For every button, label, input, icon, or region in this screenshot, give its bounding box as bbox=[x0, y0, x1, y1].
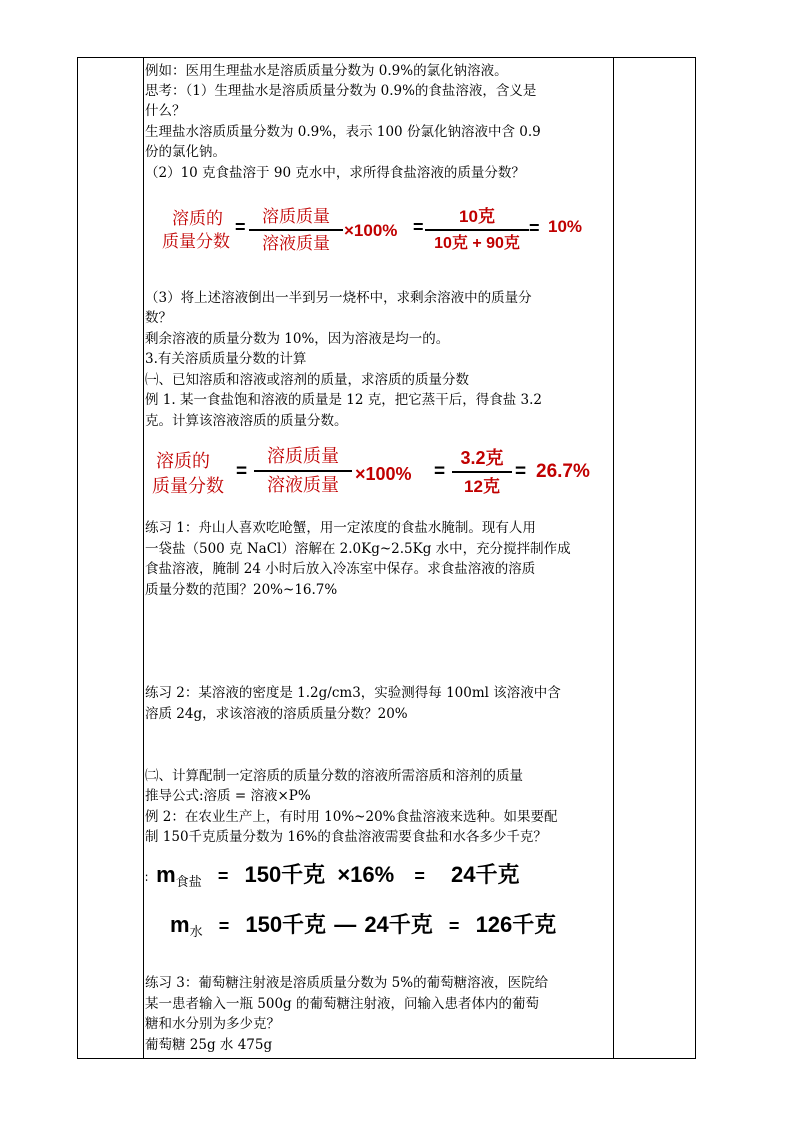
text-line: ㈠、已知溶质和溶液或溶剂的质量，求溶质的质量分数 bbox=[145, 372, 469, 388]
prefix-mark: ∶ bbox=[145, 871, 149, 885]
fraction-2 bbox=[425, 205, 529, 257]
text-line: 份的氯化钠。 bbox=[145, 144, 226, 160]
equals-sign: = bbox=[236, 461, 248, 482]
text-line: 练习 2：某溶液的密度是 1.2g/cm3，实验测得每 100ml 该溶液中含 bbox=[145, 685, 561, 701]
formula-3 bbox=[145, 860, 519, 893]
result: 26.7% bbox=[536, 461, 590, 482]
text-line: 练习 1：舟山人喜欢吃呛蟹，用一定浓度的食盐水腌制。现有人用 bbox=[145, 520, 536, 536]
numerator: 溶质质量 bbox=[267, 446, 339, 467]
column-divider-right bbox=[613, 57, 614, 1059]
value: 150千克 bbox=[244, 862, 326, 887]
text-line: 一袋盐（500 克 NaCl）溶解在 2.0Kg~2.5Kg 水中，充分搅拌制作成 bbox=[145, 541, 571, 557]
column-divider-left bbox=[143, 57, 144, 1059]
result: 24千克 bbox=[450, 862, 520, 887]
text-line: ㈡、计算配制一定溶质的质量分数的溶液所需溶质和溶剂的质量 bbox=[145, 768, 523, 784]
text-line: 例 1. 某一食盐饱和溶液的质量是 12 克，把它蒸干后，得食盐 3.2 bbox=[145, 392, 542, 408]
text-line: 生理盐水溶质质量分数为 0.9%，表示 100 份氯化钠溶液中含 0.9 bbox=[145, 124, 541, 140]
equals-sign: = bbox=[448, 916, 460, 936]
formula-label-bottom: 质量分数 bbox=[162, 232, 230, 252]
result: 126千克 bbox=[475, 912, 557, 937]
numerator: 10克 bbox=[459, 207, 495, 226]
value: 150千克 bbox=[245, 912, 327, 937]
fraction-1 bbox=[254, 443, 352, 500]
formula-label-top: 溶质的 bbox=[156, 451, 210, 472]
text-line: 质量分数的范围？20%~16.7% bbox=[145, 582, 338, 598]
numerator: 溶质质量 bbox=[262, 207, 330, 227]
text-line: 葡萄糖 25g 水 475g bbox=[145, 1037, 273, 1053]
mass-symbol: m bbox=[170, 912, 190, 937]
text-line: 例如：医用生理盐水是溶质质量分数为 0.9%的氯化钠溶液。 bbox=[145, 63, 508, 79]
equals-sign: = bbox=[515, 461, 527, 482]
times-100: ×100% bbox=[355, 464, 412, 484]
text-line: 什么？ bbox=[145, 103, 186, 119]
denominator: 溶液质量 bbox=[262, 234, 330, 254]
equals-sign: = bbox=[413, 217, 424, 237]
times-100: ×100% bbox=[344, 221, 398, 240]
text-line: 例 2：在农业生产上，有时用 10%~20%食盐溶液来选种。如果要配 bbox=[145, 809, 558, 825]
denominator: 溶液质量 bbox=[267, 475, 339, 496]
text-line: 推导公式:溶质 = 溶液×P% bbox=[145, 788, 311, 804]
value: 24千克 bbox=[364, 912, 433, 937]
text-line: （2）10 克食盐溶于 90 克水中，求所得食盐溶液的质量分数？ bbox=[145, 165, 525, 181]
text-line: 某一患者输入一瓶 500g 的葡萄糖注射液，问输入患者体内的葡萄 bbox=[145, 996, 539, 1012]
text-line: 3.有关溶质质量分数的计算 bbox=[145, 351, 307, 367]
equals-sign: = bbox=[218, 916, 230, 936]
text-line: 糖和水分别为多少克？ bbox=[145, 1016, 280, 1032]
text-line: 溶质 24g，求该溶液的溶质质量分数？20% bbox=[145, 706, 408, 722]
formula-label-top: 溶质的 bbox=[172, 209, 223, 229]
text-line: 制 150千克质量分数为 16%的食盐溶液需要食盐和水各多少千克？ bbox=[145, 829, 547, 845]
subscript: 水 bbox=[189, 924, 203, 939]
text-line: 思考：（1）生理盐水是溶质质量分数为 0.9%的食盐溶液，含义是 bbox=[145, 83, 537, 99]
equals-sign: = bbox=[217, 866, 229, 886]
text-line: 克。计算该溶液溶质的质量分数。 bbox=[145, 413, 348, 429]
fraction-1 bbox=[249, 205, 343, 257]
mass-symbol: m bbox=[156, 862, 176, 887]
subscript: 食盐 bbox=[175, 874, 202, 889]
numerator: 3.2克 bbox=[460, 448, 504, 468]
text-line: 剩余溶液的质量分数为 10%，因为溶液是均一的。 bbox=[145, 331, 450, 347]
minus-sign: — bbox=[334, 912, 357, 937]
equals-sign: = bbox=[235, 217, 246, 237]
result: 10% bbox=[548, 217, 583, 236]
formula-label-bottom: 质量分数 bbox=[152, 476, 224, 497]
denominator: 12克 bbox=[464, 477, 500, 496]
formula-4 bbox=[170, 910, 556, 943]
fraction-2 bbox=[452, 445, 512, 501]
equals-sign: = bbox=[529, 218, 540, 238]
text-line: （3）将上述溶液倒出一半到另一烧杯中，求剩余溶液中的质量分 bbox=[145, 290, 532, 306]
times-16: ×16% bbox=[337, 862, 395, 887]
text-line: 食盐溶液，腌制 24 小时后放入冷冻室中保存。求食盐溶液的溶质 bbox=[145, 561, 536, 577]
equals-sign: = bbox=[434, 461, 446, 482]
equals-sign: = bbox=[414, 866, 425, 886]
text-line: 数？ bbox=[145, 310, 172, 326]
denominator: 10克 + 90克 bbox=[434, 235, 520, 252]
text-line: 练习 3：葡萄糖注射液是溶质质量分数为 5%的葡萄糖溶液，医院给 bbox=[145, 975, 549, 991]
